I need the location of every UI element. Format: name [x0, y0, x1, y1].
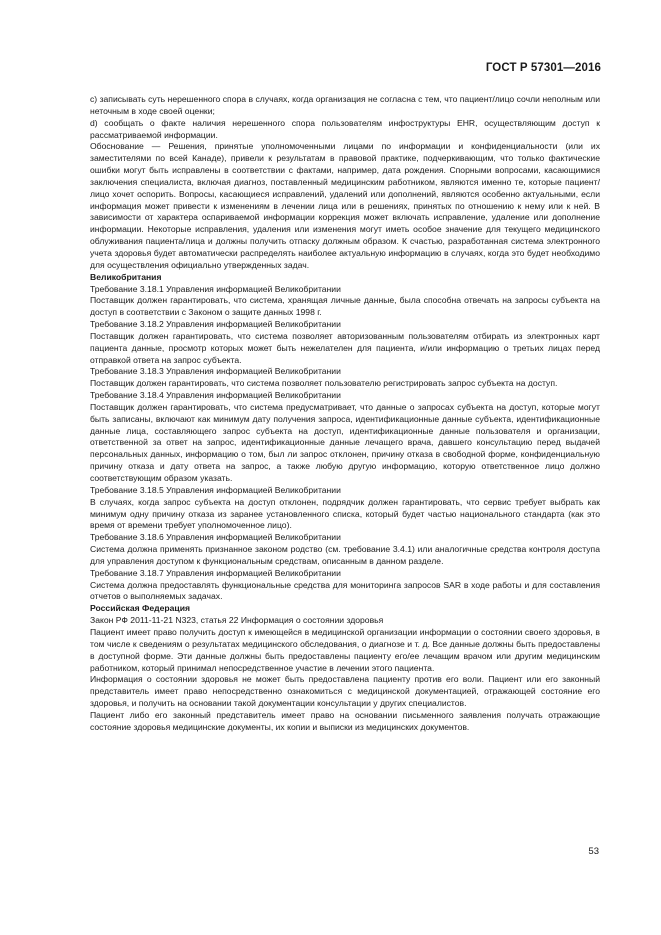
- paragraph: d) сообщать о факте наличия нерешенного спора пользователям инфоструктуры EHR, осуществляющим доступ к рассматриваемой информации.: [90, 117, 600, 140]
- section-heading: Великобритания: [90, 271, 162, 282]
- section-heading: Российская Федерация: [90, 603, 190, 614]
- paragraph: Поставщик должен гарантировать, что система предусматривает, что данные о запросах субъекта на доступ, которые могут быть записаны, включают как минимум дату получения запроса, идентификационные данные субъекта, идентификационные данные лица, составляющего запрос субъекта на доступ, идентификационные данные пользователя и организации, ответственной за ответ на запрос, идентификационные данные лечащего врача, давшего консультацию перед выдачей персональных данных, информацию о том, был ли запрос отклонен, причину отказа в свободной форме, конфиденциальную причину отказа и дату ответа на запрос, а также любую другую информацию, которую ответственное лицо должно соответствующим образом указать.: [90, 401, 600, 483]
- paragraph: Поставщик должен гарантировать, что система позволяет пользователю регистрировать запрос субъекта на доступ.: [90, 378, 558, 389]
- paragraph: Поставщик должен гарантировать, что система позволяет авторизованным пользователям отбирать из электронных карт пациента данные, просмотр которых может быть нежелателен для пациента, и/или информацию о третьих лицах перед отправкой ответа на запрос субъекта.: [90, 330, 600, 365]
- paragraph: Требование 3.18.2 Управления информацией Великобритании: [90, 319, 341, 330]
- paragraph: Пациент либо его законный представитель имеет право на основании письменного заявления получать отражающие состояние здоровья медицинские документы, их копии и выписки из медицинских документов.: [90, 709, 600, 732]
- paragraph: Требование 3.18.1 Управления информацией Великобритании: [90, 283, 341, 294]
- paragraph: В случаях, когда запрос субъекта на доступ отклонен, подрядчик должен гарантировать, что сервис требует выбрать как минимум одну причину отказа из заранее установленного списка, который будет частью национального стандарта (как это время от времени требует уполномоченное лицо).: [90, 496, 600, 531]
- paragraph: Система должна предоставлять функциональные средства для мониторинга запросов SAR в ходе работы и для составления отчетов о выполняемых задачах.: [90, 579, 600, 602]
- paragraph: Система должна применять признанное законом родство (см. требование 3.4.1) или аналогичные средства контроля доступа для управления доступом к функциональным средствам, описанным в данном разделе.: [90, 544, 600, 566]
- paragraph: Закон РФ 2011-11-21 N323, статья 22 Информация о состоянии здоровья: [90, 615, 384, 626]
- paragraph: Требование 3.18.7 Управления информацией Великобритании: [90, 567, 341, 578]
- page-number: 53: [588, 846, 599, 857]
- paragraph: Пациент имеет право получить доступ к имеющейся в медицинской организации информации о состоянии своего здоровья, в том числе к сведениям о результатах медицинского обследования, о диагнозе и т. д. Все данные должны быть предоставлены в доступной форме. Эти данные должны быть предоставлены пациенту его/ее лечащим врачом или другим медицинским работником, который принимал непосредственное участие в лечении этого пациента.: [90, 626, 600, 673]
- paragraph: c) записывать суть нерешенного спора в случаях, когда организация не согласна с тем, что пациент/лицо сочли неполным или неточным в ходе своей оценки;: [90, 94, 600, 116]
- paragraph: Требование 3.18.3 Управления информацией Великобритании: [90, 366, 341, 377]
- paragraph: Требование 3.18.4 Управления информацией Великобритании: [90, 390, 341, 401]
- page-body: [90, 94, 600, 734]
- paragraph: Поставщик должен гарантировать, что система, хранящая личные данные, была способна отвечать на запросы субъекта на доступ в соответствии с Законом о защите данных 1998 г.: [90, 295, 600, 318]
- paragraph: Обоснование — Решения, принятые уполномоченными лицами по информации и конфиденциальности (или их заместителями по всей Канаде), привели к результатам в правовой практике, подчеркивающим, что только фактические ошибки могут быть исправлены в соответствии с фактами, например, дата рождения. Спорными вопросами, касающимися заключения специалиста, включая диагноз, поставленный медицинским работником, являются именно те, которые пациент/лицо хочет оспорить. Вопросы, касающиеся исправлений, удалений или дополнений, являются особенно актуальными, если информация может привести к изменениям в лечении лица или в решениях, принятых по отношению к нему или к ней. В зависимости от характера оспариваемой информации коррекция может включать исправление, удаление или дополнение информации. Некоторые исправления, удаления или изменения могут иметь особое значение для текущего медицинского облуживания пациента/лица и должны получить отпаску должным образом. К счастью, разработанная система электронного учета здоровья будет автоматически распределять наиболее актуальную информацию в случаях, когда это будет необходимо для осуществления официально утвержденных задач.: [90, 141, 600, 270]
- document-id-header: ГОСТ Р 57301—2016: [485, 62, 601, 74]
- paragraph: Требование 3.18.6 Управления информацией Великобритании: [90, 532, 341, 543]
- paragraph: Информация о состоянии здоровья не может быть предоставлена пациенту против его воли. Пациент или его законный представитель имеет право непосредственно ознакомиться с медицинской документацией, отражающей состояние его здоровья, и получить на основании такой документации консультации у других специалистов.: [90, 674, 600, 709]
- paragraph: Требование 3.18.5 Управления информацией Великобритании: [90, 484, 341, 495]
